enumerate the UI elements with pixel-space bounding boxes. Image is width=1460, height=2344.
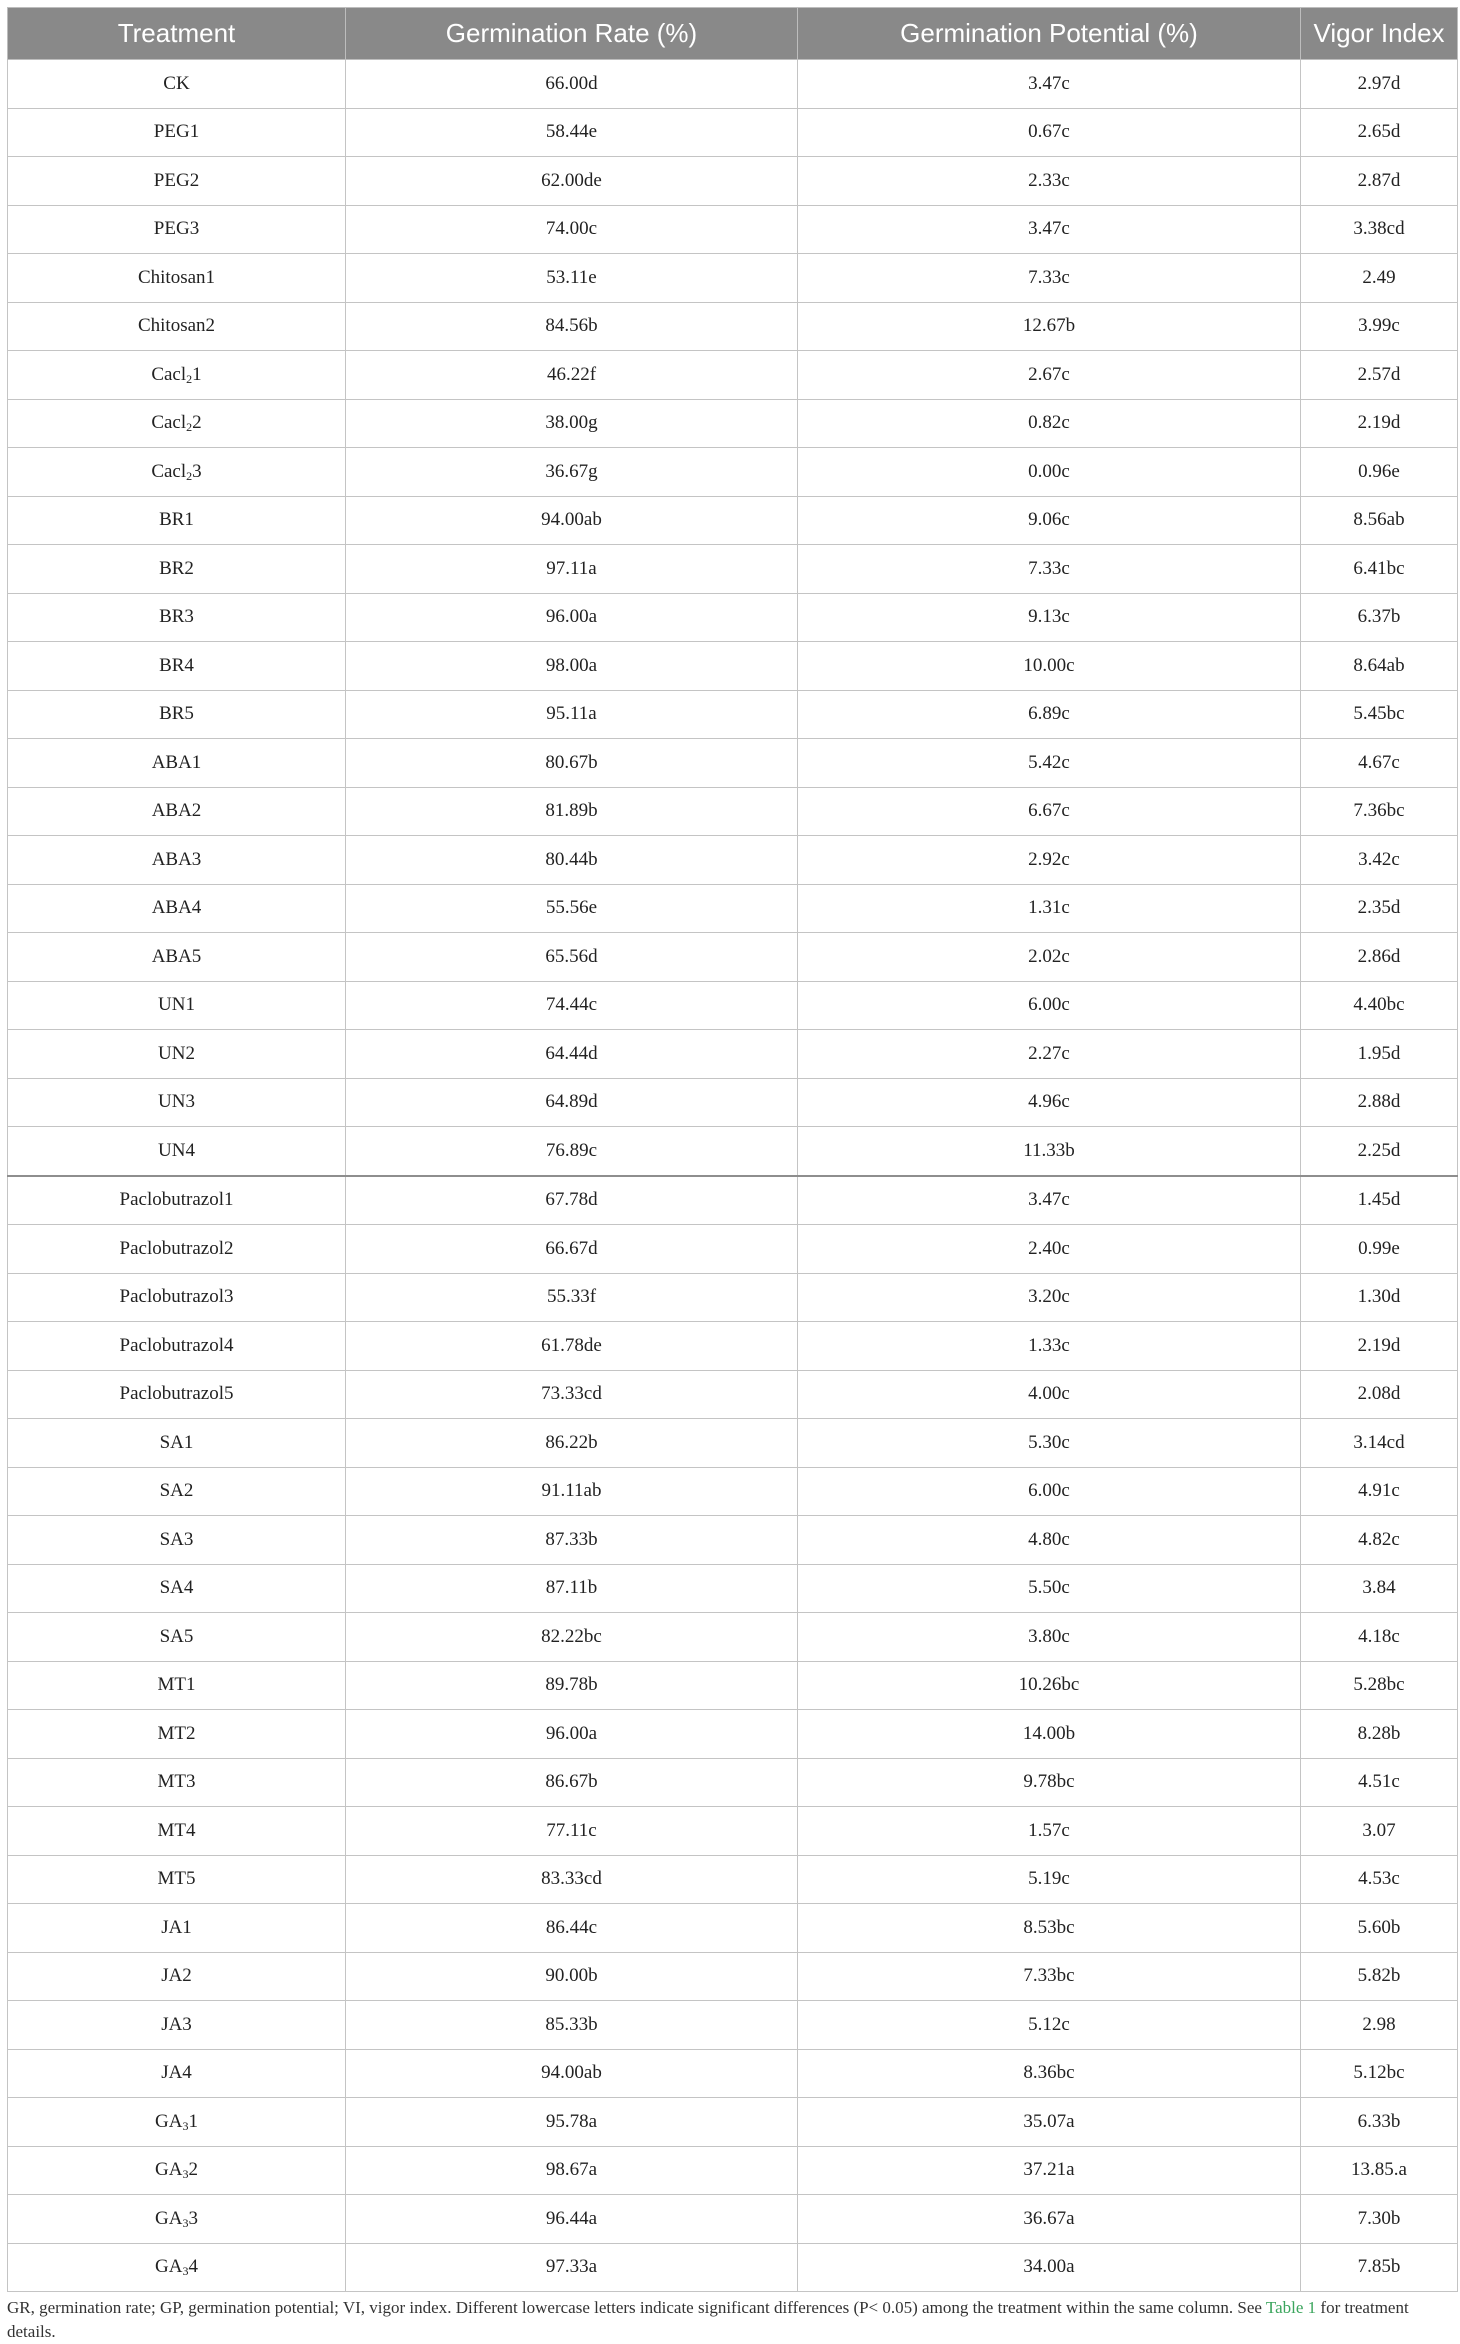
table-row: [8, 1904, 1458, 1953]
germination-table: [7, 7, 1458, 2292]
cell-treatment: UN3: [8, 1078, 346, 1127]
cell-vigor-index: 3.14cd: [1301, 1419, 1458, 1468]
cell-vigor-index: 2.87d: [1301, 157, 1458, 206]
cell-vigor-index: 7.30b: [1301, 2195, 1458, 2244]
cell-germination-rate: 84.56b: [346, 302, 798, 351]
cell-germination-potential: 5.19c: [798, 1855, 1301, 1904]
cell-treatment: MT3: [8, 1758, 346, 1807]
cell-germination-rate: 65.56d: [346, 933, 798, 982]
header-germination-potential: Germination Potential (%): [798, 8, 1301, 60]
header-vigor-index: Vigor Index: [1301, 8, 1458, 60]
cell-vigor-index: 6.37b: [1301, 593, 1458, 642]
cell-germination-potential: 2.33c: [798, 157, 1301, 206]
cell-germination-rate: 62.00de: [346, 157, 798, 206]
cell-germination-potential: 6.00c: [798, 1467, 1301, 1516]
table-row: [8, 1419, 1458, 1468]
cell-treatment: PEG2: [8, 157, 346, 206]
table-row: [8, 1807, 1458, 1856]
table-row: [8, 1078, 1458, 1127]
cell-vigor-index: 2.19d: [1301, 1322, 1458, 1371]
table-row: [8, 351, 1458, 400]
cell-vigor-index: 4.40bc: [1301, 981, 1458, 1030]
cell-treatment: MT4: [8, 1807, 346, 1856]
cell-germination-rate: 87.11b: [346, 1564, 798, 1613]
cell-germination-rate: 91.11ab: [346, 1467, 798, 1516]
table-row: [8, 302, 1458, 351]
table-row: [8, 545, 1458, 594]
table-row: [8, 2098, 1458, 2147]
cell-treatment: MT1: [8, 1661, 346, 1710]
header-treatment: Treatment: [8, 8, 346, 60]
cell-germination-potential: 2.27c: [798, 1030, 1301, 1079]
cell-treatment: ABA3: [8, 836, 346, 885]
cell-germination-rate: 98.00a: [346, 642, 798, 691]
cell-germination-potential: 4.00c: [798, 1370, 1301, 1419]
table-row: [8, 1758, 1458, 1807]
footnote-text-end: for treatment details.: [7, 2298, 1409, 2341]
cell-germination-potential: 3.47c: [798, 1176, 1301, 1225]
cell-germination-potential: 10.26bc: [798, 1661, 1301, 1710]
cell-treatment: Cacl$_2$1: [8, 351, 346, 400]
cell-treatment: BR3: [8, 593, 346, 642]
table-footnote: [7, 2296, 1459, 2344]
cell-germination-rate: 58.44e: [346, 108, 798, 157]
cell-germination-rate: 96.44a: [346, 2195, 798, 2244]
cell-treatment: PEG3: [8, 205, 346, 254]
header-germination-rate: Germination Rate (%): [346, 8, 798, 60]
cell-germination-potential: 5.30c: [798, 1419, 1301, 1468]
cell-treatment: UN1: [8, 981, 346, 1030]
cell-treatment: CK: [8, 60, 346, 109]
cell-vigor-index: 2.88d: [1301, 1078, 1458, 1127]
cell-treatment: Paclobutrazol1: [8, 1176, 346, 1225]
cell-germination-potential: 2.40c: [798, 1225, 1301, 1274]
cell-treatment: UN2: [8, 1030, 346, 1079]
cell-vigor-index: 2.98: [1301, 2001, 1458, 2050]
cell-germination-rate: 95.78a: [346, 2098, 798, 2147]
cell-treatment: Paclobutrazol2: [8, 1225, 346, 1274]
cell-vigor-index: 3.42c: [1301, 836, 1458, 885]
cell-germination-potential: 9.06c: [798, 496, 1301, 545]
cell-germination-potential: 35.07a: [798, 2098, 1301, 2147]
cell-germination-potential: 8.36bc: [798, 2049, 1301, 2098]
table-row: [8, 1855, 1458, 1904]
cell-treatment: BR4: [8, 642, 346, 691]
cell-germination-potential: 3.47c: [798, 60, 1301, 109]
cell-germination-rate: 73.33cd: [346, 1370, 798, 1419]
cell-treatment: MT2: [8, 1710, 346, 1759]
cell-germination-rate: 80.67b: [346, 739, 798, 788]
cell-treatment: ABA2: [8, 787, 346, 836]
cell-germination-potential: 3.80c: [798, 1613, 1301, 1662]
table-row: [8, 2243, 1458, 2292]
cell-vigor-index: 5.82b: [1301, 1952, 1458, 2001]
cell-vigor-index: 5.45bc: [1301, 690, 1458, 739]
cell-germination-potential: 14.00b: [798, 1710, 1301, 1759]
cell-germination-rate: 64.89d: [346, 1078, 798, 1127]
cell-vigor-index: 6.33b: [1301, 2098, 1458, 2147]
table-row: [8, 448, 1458, 497]
table-row: [8, 836, 1458, 885]
cell-treatment: JA1: [8, 1904, 346, 1953]
cell-germination-potential: 3.20c: [798, 1273, 1301, 1322]
cell-germination-rate: 55.56e: [346, 884, 798, 933]
cell-vigor-index: 0.96e: [1301, 448, 1458, 497]
cell-vigor-index: 2.49: [1301, 254, 1458, 303]
table-row: [8, 1467, 1458, 1516]
cell-vigor-index: 2.19d: [1301, 399, 1458, 448]
cell-germination-potential: 1.31c: [798, 884, 1301, 933]
table-row: [8, 1225, 1458, 1274]
cell-vigor-index: 4.51c: [1301, 1758, 1458, 1807]
table-row: [8, 496, 1458, 545]
table-row: [8, 1322, 1458, 1371]
table-row: [8, 2001, 1458, 2050]
cell-germination-potential: 5.50c: [798, 1564, 1301, 1613]
cell-germination-rate: 77.11c: [346, 1807, 798, 1856]
cell-vigor-index: 8.28b: [1301, 1710, 1458, 1759]
cell-treatment: UN4: [8, 1127, 346, 1176]
cell-vigor-index: 1.95d: [1301, 1030, 1458, 1079]
cell-treatment: SA2: [8, 1467, 346, 1516]
cell-treatment: SA1: [8, 1419, 346, 1468]
cell-germination-rate: 86.67b: [346, 1758, 798, 1807]
cell-germination-rate: 83.33cd: [346, 1855, 798, 1904]
cell-treatment: Cacl$_2$2: [8, 399, 346, 448]
cell-germination-rate: 61.78de: [346, 1322, 798, 1371]
cell-germination-potential: 1.57c: [798, 1807, 1301, 1856]
cell-germination-potential: 6.67c: [798, 787, 1301, 836]
cell-vigor-index: 2.08d: [1301, 1370, 1458, 1419]
cell-vigor-index: 13.85.a: [1301, 2146, 1458, 2195]
cell-vigor-index: 6.41bc: [1301, 545, 1458, 594]
cell-vigor-index: 8.56ab: [1301, 496, 1458, 545]
table-row: [8, 1613, 1458, 1662]
cell-treatment: SA5: [8, 1613, 346, 1662]
table-row: [8, 787, 1458, 836]
cell-germination-potential: 7.33c: [798, 254, 1301, 303]
cell-treatment: BR2: [8, 545, 346, 594]
cell-vigor-index: 3.07: [1301, 1807, 1458, 1856]
cell-treatment: JA3: [8, 2001, 346, 2050]
cell-vigor-index: 2.65d: [1301, 108, 1458, 157]
table-row: [8, 690, 1458, 739]
cell-germination-potential: 2.02c: [798, 933, 1301, 982]
footnote-text: GR, germination rate; GP, germination potential; VI, vigor index. Different lowercase letters indicate significant differences (P< 0.05) among the treatment within the same column. See: [7, 2298, 1266, 2317]
cell-germination-rate: 86.22b: [346, 1419, 798, 1468]
table-row: [8, 2146, 1458, 2195]
table-row: [8, 1127, 1458, 1176]
cell-vigor-index: 1.30d: [1301, 1273, 1458, 1322]
cell-germination-rate: 74.44c: [346, 981, 798, 1030]
cell-vigor-index: 2.35d: [1301, 884, 1458, 933]
table-row: [8, 642, 1458, 691]
cell-germination-rate: 82.22bc: [346, 1613, 798, 1662]
cell-germination-rate: 76.89c: [346, 1127, 798, 1176]
cell-germination-potential: 37.21a: [798, 2146, 1301, 2195]
table-row: [8, 1273, 1458, 1322]
cell-germination-potential: 3.47c: [798, 205, 1301, 254]
cell-germination-rate: 94.00ab: [346, 2049, 798, 2098]
table-row: [8, 108, 1458, 157]
cell-vigor-index: 7.36bc: [1301, 787, 1458, 836]
cell-germination-potential: 36.67a: [798, 2195, 1301, 2244]
cell-treatment: Paclobutrazol3: [8, 1273, 346, 1322]
cell-germination-rate: 46.22f: [346, 351, 798, 400]
cell-germination-potential: 9.78bc: [798, 1758, 1301, 1807]
table-row: [8, 399, 1458, 448]
cell-treatment: BR1: [8, 496, 346, 545]
cell-germination-potential: 7.33c: [798, 545, 1301, 594]
cell-germination-potential: 4.96c: [798, 1078, 1301, 1127]
cell-vigor-index: 2.57d: [1301, 351, 1458, 400]
cell-germination-potential: 9.13c: [798, 593, 1301, 642]
cell-vigor-index: 7.85b: [1301, 2243, 1458, 2292]
cell-germination-rate: 90.00b: [346, 1952, 798, 2001]
table-row: [8, 157, 1458, 206]
cell-treatment: PEG1: [8, 108, 346, 157]
table-row: [8, 739, 1458, 788]
cell-germination-potential: 12.67b: [798, 302, 1301, 351]
cell-vigor-index: 5.60b: [1301, 1904, 1458, 1953]
table-row: [8, 254, 1458, 303]
table-header: [8, 8, 1458, 60]
cell-vigor-index: 4.82c: [1301, 1516, 1458, 1565]
cell-germination-potential: 11.33b: [798, 1127, 1301, 1176]
cell-germination-rate: 67.78d: [346, 1176, 798, 1225]
cell-germination-rate: 94.00ab: [346, 496, 798, 545]
cell-vigor-index: 2.97d: [1301, 60, 1458, 109]
cell-germination-rate: 87.33b: [346, 1516, 798, 1565]
cell-germination-rate: 97.11a: [346, 545, 798, 594]
cell-germination-rate: 36.67g: [346, 448, 798, 497]
cell-germination-rate: 53.11e: [346, 254, 798, 303]
cell-germination-potential: 2.92c: [798, 836, 1301, 885]
table-row: [8, 60, 1458, 109]
cell-germination-rate: 64.44d: [346, 1030, 798, 1079]
cell-treatment: Chitosan2: [8, 302, 346, 351]
cell-germination-rate: 81.89b: [346, 787, 798, 836]
cell-vigor-index: 4.53c: [1301, 1855, 1458, 1904]
cell-germination-rate: 74.00c: [346, 205, 798, 254]
cell-germination-rate: 96.00a: [346, 1710, 798, 1759]
table-row: [8, 1710, 1458, 1759]
cell-treatment: $GA_34$: [8, 2243, 346, 2292]
cell-treatment: SA3: [8, 1516, 346, 1565]
header-row: [8, 8, 1458, 60]
cell-germination-potential: 7.33bc: [798, 1952, 1301, 2001]
table-row: [8, 1516, 1458, 1565]
cell-vigor-index: 5.28bc: [1301, 1661, 1458, 1710]
cell-germination-potential: 34.00a: [798, 2243, 1301, 2292]
cell-treatment: ABA5: [8, 933, 346, 982]
cell-germination-potential: 0.82c: [798, 399, 1301, 448]
cell-germination-potential: 0.00c: [798, 448, 1301, 497]
cell-germination-rate: 66.00d: [346, 60, 798, 109]
table-row: [8, 1370, 1458, 1419]
table-row: [8, 1661, 1458, 1710]
table-row: [8, 884, 1458, 933]
cell-vigor-index: 5.12bc: [1301, 2049, 1458, 2098]
cell-treatment: Paclobutrazol5: [8, 1370, 346, 1419]
cell-germination-rate: 98.67a: [346, 2146, 798, 2195]
table-row: [8, 2049, 1458, 2098]
cell-treatment: SA4: [8, 1564, 346, 1613]
cell-vigor-index: 2.86d: [1301, 933, 1458, 982]
cell-germination-rate: 96.00a: [346, 593, 798, 642]
cell-vigor-index: 2.25d: [1301, 1127, 1458, 1176]
table-row: [8, 593, 1458, 642]
cell-treatment: Paclobutrazol4: [8, 1322, 346, 1371]
table-1-link[interactable]: Table 1: [1265, 2298, 1317, 2317]
cell-germination-potential: 6.89c: [798, 690, 1301, 739]
cell-vigor-index: 4.67c: [1301, 739, 1458, 788]
cell-vigor-index: 0.99e: [1301, 1225, 1458, 1274]
table-row: [8, 1030, 1458, 1079]
table-body: [8, 60, 1458, 2292]
cell-germination-potential: 0.67c: [798, 108, 1301, 157]
cell-treatment: ABA1: [8, 739, 346, 788]
cell-treatment: BR5: [8, 690, 346, 739]
cell-germination-potential: 2.67c: [798, 351, 1301, 400]
cell-treatment: MT5: [8, 1855, 346, 1904]
cell-treatment: $GA_32$: [8, 2146, 346, 2195]
cell-germination-rate: 38.00g: [346, 399, 798, 448]
cell-vigor-index: 4.18c: [1301, 1613, 1458, 1662]
table-row: [8, 1564, 1458, 1613]
cell-vigor-index: 8.64ab: [1301, 642, 1458, 691]
cell-germination-potential: 6.00c: [798, 981, 1301, 1030]
cell-germination-rate: 85.33b: [346, 2001, 798, 2050]
cell-germination-rate: 89.78b: [346, 1661, 798, 1710]
cell-germination-potential: 1.33c: [798, 1322, 1301, 1371]
cell-germination-potential: 5.42c: [798, 739, 1301, 788]
cell-germination-rate: 97.33a: [346, 2243, 798, 2292]
cell-germination-rate: 55.33f: [346, 1273, 798, 1322]
cell-germination-potential: 10.00c: [798, 642, 1301, 691]
cell-germination-potential: 4.80c: [798, 1516, 1301, 1565]
cell-vigor-index: 1.45d: [1301, 1176, 1458, 1225]
cell-treatment: Cacl$_2$3: [8, 448, 346, 497]
cell-treatment: JA4: [8, 2049, 346, 2098]
table-row: [8, 1176, 1458, 1225]
table-row: [8, 2195, 1458, 2244]
cell-treatment: $GA_31$: [8, 2098, 346, 2147]
cell-germination-potential: 5.12c: [798, 2001, 1301, 2050]
table-row: [8, 981, 1458, 1030]
table-row: [8, 1952, 1458, 2001]
table-row: [8, 933, 1458, 982]
cell-germination-rate: 80.44b: [346, 836, 798, 885]
cell-vigor-index: 3.99c: [1301, 302, 1458, 351]
cell-treatment: ABA4: [8, 884, 346, 933]
cell-germination-potential: 8.53bc: [798, 1904, 1301, 1953]
cell-germination-rate: 86.44c: [346, 1904, 798, 1953]
cell-treatment: JA2: [8, 1952, 346, 2001]
cell-germination-rate: 66.67d: [346, 1225, 798, 1274]
cell-treatment: $GA_33$: [8, 2195, 346, 2244]
cell-germination-rate: 95.11a: [346, 690, 798, 739]
cell-vigor-index: 4.91c: [1301, 1467, 1458, 1516]
table-row: [8, 205, 1458, 254]
cell-treatment: Chitosan1: [8, 254, 346, 303]
cell-vigor-index: 3.84: [1301, 1564, 1458, 1613]
cell-vigor-index: 3.38cd: [1301, 205, 1458, 254]
